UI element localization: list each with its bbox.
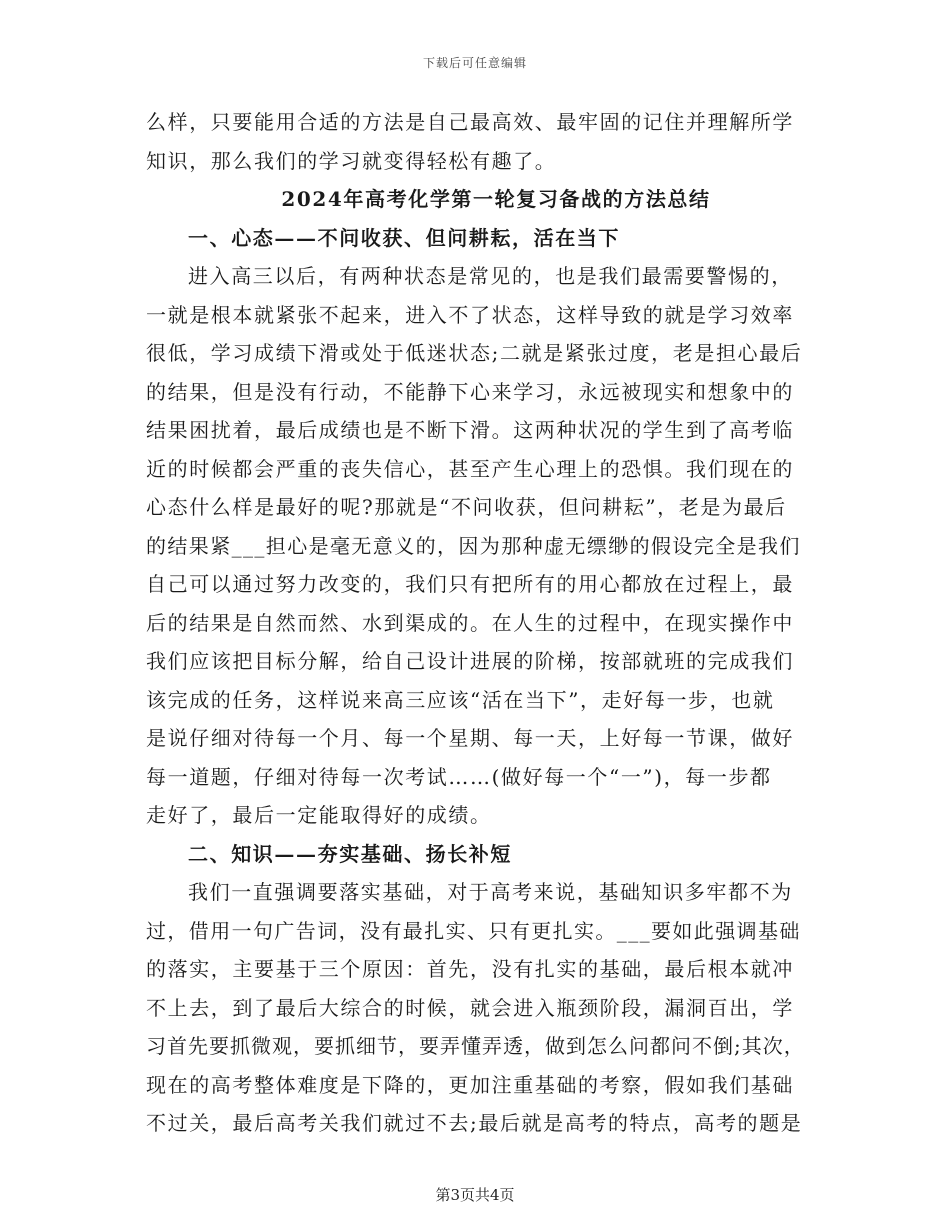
paragraph-line: 自己可以通过努力改变的，我们只有把所有的用心都放在过程上，最 [146,572,794,596]
paragraph-line: 进入高三以后，有两种状态是常见的，也是我们最需要警惕的， [188,264,793,288]
section-heading: 一、心态——不问收获、但问耕耘，活在当下 [188,225,620,250]
paragraph-line: 过，借用一句广告词，没有最扎实、只有更扎实。___要如此强调基础 [146,918,801,943]
page-header: 下载后可任意编辑 [422,56,527,70]
paragraph-line: 不过关，最后高考关我们就过不去;最后就是高考的特点，高考的题是 [146,1111,803,1135]
paragraph-line: 结果困扰着，最后成绩也是不断下滑。这两种状况的学生到了高考临 [146,418,794,442]
paragraph-line: 是说仔细对待每一个月、每一个星期、每一天，上好每一节课，做好 [146,726,794,750]
paragraph-line: 我们应该把目标分解，给自己设计进展的阶梯，按部就班的完成我们 [146,649,794,673]
paragraph-line: 不上去，到了最后大综合的时候，就会进入瓶颈阶段，漏洞百出，学 [146,995,794,1020]
paragraph-line: 我们一直强调要落实基础，对于高考来说，基础知识多牢都不为 [188,880,793,904]
document-title: 2024年高考化学第一轮复习备战的方法总结 [281,187,711,211]
paragraph-line: 走好了，最后一定能取得好的成绩。 [146,803,492,827]
paragraph-line: 的落实，主要基于三个原因：首先，没有扎实的基础，最后根本就冲 [146,957,794,981]
page-footer: 第3页共4页 [435,1186,515,1204]
paragraph-line: 近的时候都会严重的丧失信心，甚至产生心理上的恐惧。我们现在的 [146,456,794,481]
paragraph-line: 很低，学习成绩下滑或处于低迷状态;二就是紧张过度，老是担心最后 [146,341,803,365]
paragraph-line: 后的结果是自然而然、水到渠成的。在人生的过程中，在现实操作中 [146,610,794,635]
paragraph-line: 知识，那么我们的学习就变得轻松有趣了。 [146,148,557,173]
paragraph-line: 一就是根本就紧张不起来，进入不了状态，这样导致的就是学习效率 [146,302,794,327]
paragraph-line: 现在的高考整体难度是下降的，更加注重基础的考察，假如我们基础 [146,1072,794,1097]
paragraph-line: 每一道题，仔细对待每一次考试……(做好每一个“一”)，每一步都 [146,764,772,789]
paragraph-line: 的结果，但是没有行动，不能静下心来学习，永远被现实和想象中的 [146,379,794,404]
paragraph-line: 心态什么样是最好的呢?那就是“不问收获，但问耕耘”，老是为最后 [146,495,787,519]
paragraph-line: 的结果紧___担心是毫无意义的，因为那种虚无缥缈的假设完全是我们 [146,533,801,558]
section-heading: 二、知识——夯实基础、扬长补短 [188,841,512,866]
paragraph-line: 习首先要抓微观，要抓细节，要弄懂弄透，做到怎么问都问不倒;其次， [146,1034,805,1058]
document-body [146,103,806,1143]
paragraph-line: 该完成的任务，这样说来高三应该“活在当下”，走好每一步，也就 [146,687,775,712]
paragraph-line: 么样，只要能用合适的方法是自己最高效、最牢固的记住并理解所学 [146,110,794,134]
